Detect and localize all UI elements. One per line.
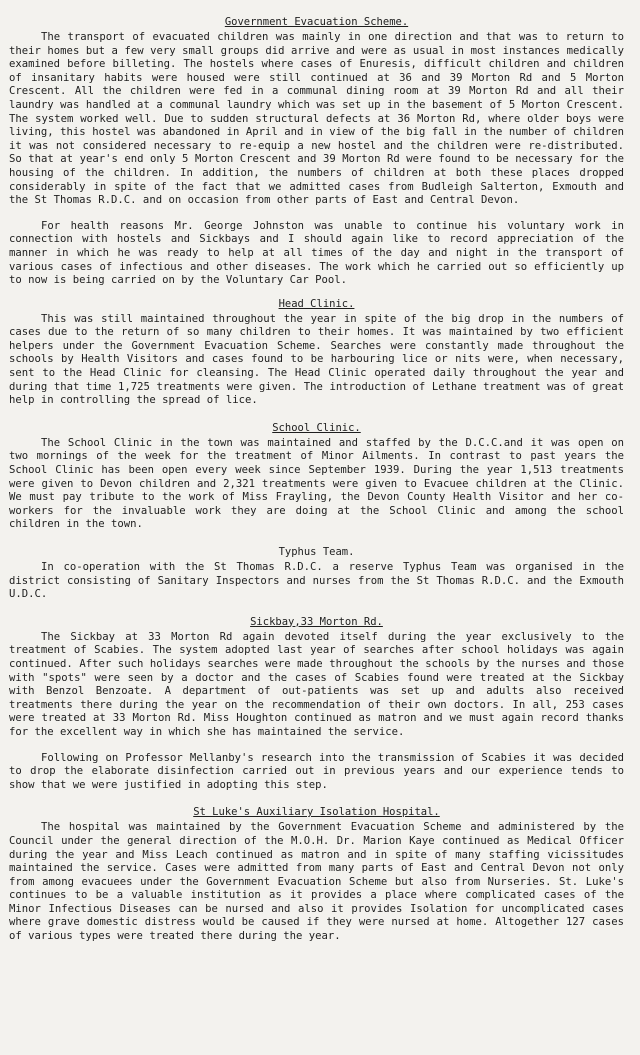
paragraph-school-clinic: The School Clinic in the town was maintained and staffed by the D.C.C.and it was open on two mornings of the week for the treatment of Minor Ailments. In contrast to past years the School Clinic has been open every week since September 1939. During the year 1,513 treatments were given to Devon children and 2,321 treatments were given to Evacuee children at the Clinic. We must pay tribute to the work of Miss Frayling, the Devon County Health Visitor and her co-workers for the invaluable work they are doing at the School Clinic and among the school children in the town.	[9, 436, 624, 531]
heading-sickbay: Sickbay,33 Morton Rd.	[250, 615, 383, 628]
heading-evacuation: Government Evacuation Scheme.	[224, 16, 409, 28]
paragraph-head-clinic: This was still maintained throughout the year in spite of the big drop in the numbers of cases due to the return of so many children to their homes. It was maintained by two efficient helpers under the Government Evacuation Scheme. Searches were constantly made throughout the schools by Health Visitors and cases found to be harbouring lice or nits were, when necessary, sent to the Head Clinic for cleansing. The Head Clinic operated daily throughout the year and during that time 1,725 treatments were given. The introduction of Lethane treatment was of great help in controlling the spread of lice.	[9, 312, 624, 407]
heading-st-lukes: St Luke's Auxiliary Isolation Hospital.	[193, 806, 440, 819]
paragraph-sickbay-1: The Sickbay at 33 Morton Rd again devoted itself during the year exclusively to the treatment of Scabies. The system adopted last year of searches after school holidays was again continued. After such holidays searches were made throughout the schools by the nurses and those with "spots" were seen by a doctor and the cases of Scabies found were treated at the Sickbay with Benzol Benzoate. A department of out-patients was set up and adults also received treatments there during the year on the recommendation of their own doctors. In all, 253 cases were treated at 33 Morton Rd. Miss Houghton continued as matron and we must again record thanks for the excellent way in which she has maintained the service.	[9, 630, 624, 738]
paragraph-sickbay-2: Following on Professor Mellanby's research into the transmission of Scabies it was decided to drop the elaborate disinfection carried out in previous years and our experience tends to show that we were justified in adopting this step.	[9, 751, 624, 791]
paragraph-st-lukes: The hospital was maintained by the Government Evacuation Scheme and administered by the Council under the general direction of the M.O.H. Dr. Marion Kaye continued as Medical Officer during the year and Miss Leach continued as matron and in spite of many staffing vicissitudes maintained the service. Cases were admitted from many parts of East and Central Devon not only from among evacuees under the Government Evacuation Scheme but also from Nurseries. St. Luke's continues to be a valuable institution as it provides a place where complicated cases of the Minor Infectious Diseases can be nursed and also it provides Isolation for uncomplicated cases where grave domestic distress would be caused if they were nursed at home. Altogether 127 cases of various types were treated there during the year.	[9, 821, 624, 943]
paragraph-typhus-team: In co-operation with the St Thomas R.D.C. a reserve Typhus Team was organised in the district consisting of Sanitary Inspectors and nurses from the St Thomas R.D.C. and the Exmouth U.D.C.	[9, 561, 624, 601]
heading-typhus-team: Typhus Team.	[278, 546, 355, 558]
heading-head-clinic: Head Clinic.	[278, 297, 355, 310]
paragraph-evacuation-1: The transport of evacuated children was mainly in one direction and that was to return to their homes but a few very small groups did arrive and were as usual in most instances medically examined before billeting. The hostels where cases of Enuresis, difficult children and children of insanitary habits were housed were still continued at 36 and 39 Morton Rd and 5 Morton Crescent. All the children were fed in a communal dining room at 39 Morton Rd and all their laundry was handled at a communal laundry which was set up in the basement of 5 Morton Crescent. The system worked well. Due to sudden structural defects at 36 Morton Rd, where older boys were living, this hostel was abandoned in April and in view of the big fall in the number of children it was not considered necessary to re-equip a new hostel and the children were re-distributed. So that at year's end only 5 Morton Crescent and 39 Morton Rd were found to be necessary for the housing of the children. In addition, the numbers of children at both these places dropped considerably in spite of the fact that we admitted cases from Budleigh Salterton, Exmouth and the St Thomas R.D.C. and on occasion from other parts of East and Central Devon.	[9, 31, 624, 207]
heading-school-clinic: School Clinic.	[272, 421, 361, 434]
paragraph-evacuation-2: For health reasons Mr. George Johnston was unable to continue his voluntary work in connection with hostels and Sickbays and I should again like to record appreciation of the manner in which he was ready to help at all times of the day and night in the transport of various cases of infectious and other diseases. The work which he carried out so efficiently up to now is being carried on by the Voluntary Car Pool.	[9, 219, 624, 287]
